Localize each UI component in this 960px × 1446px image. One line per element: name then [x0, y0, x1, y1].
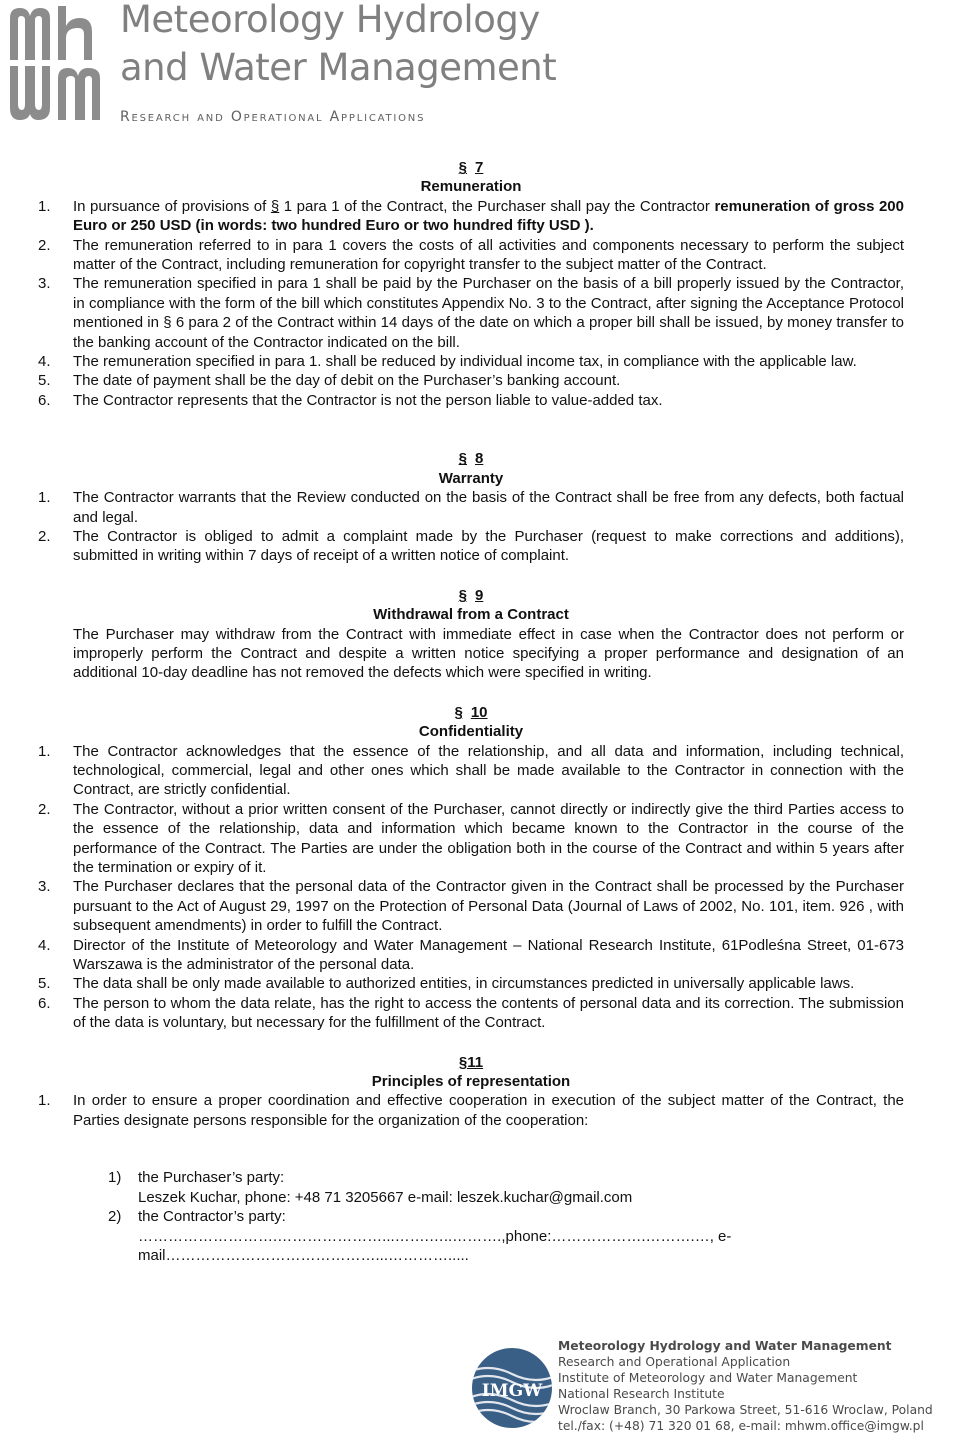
section-8-title: Warranty [438, 469, 504, 487]
section-10-title: Confidentiality [418, 723, 524, 741]
journal-logo-mark [8, 4, 106, 126]
section-11-heading: §11 Principles of representation [38, 1053, 904, 1092]
list-item: 5. The date of payment shall be the day of debit on the Purchaser’s banking account. [38, 372, 621, 390]
list-item: 2. The remuneration referred to in para 1 covers the costs of all activities and components necessary to perform the subject matter of the Contract, including remuneration for copyright transfer to the subject matter of the Contract. [38, 236, 904, 274]
list-item: 3. The remuneration specified in para 1 shall be paid by the Purchaser on the basis of a bill properly issued by the Contractor, in compliance with the form of the bill which constitutes Appendix No. 3 to the Contract, after signing the Acceptance Protocol mentioned in § 6 para 2 of the Contract within 14 days of the date on which a proper bill shall be issued, by money transfer to the banking account of the Contractor indicated on the bill. [38, 275, 904, 351]
list-item: 3. The Purchaser declares that the personal data of the Contractor given in the Contract shall be processed by the Purchaser pursuant to the Act of August 29, 1997 on the Protection of Personal Data (Journal of Laws of 2002, No. 101, item. 926 , with subsequent amendments) in order to fulfill the Contract. [38, 878, 904, 935]
footer-line: National Research Institute [558, 1387, 725, 1401]
imgw-seal-logo [468, 1344, 556, 1432]
section-7-list [38, 197, 904, 410]
list-item: 1. In order to ensure a proper coordination and effective cooperation in execution of the subject matter of the Contract, the Parties designate persons responsible for the organization of the cooperation: [38, 1092, 904, 1129]
contractor-party: 2) the Contractor’s party: [108, 1208, 286, 1226]
list-item: 6. The Contractor represents that the Contractor is not the person liable to value-added tax. [38, 391, 663, 409]
footer-line: Wroclaw Branch, 30 Parkowa Street, 51-616 Wroclaw, Poland [558, 1403, 933, 1417]
section-7-title: Remuneration [420, 178, 522, 196]
footer-line: Meteorology Hydrology and Water Management [558, 1339, 892, 1353]
section-10-heading: § 10 Confidentiality [38, 703, 904, 742]
list-item: 1. In pursuance of provisions of § 1 para 1 of the Contract, the Purchaser shall pay the Contractor remuneration of gross 200 Euro or 250 USD (in words: two hundred Euro or two hundred fifty USD ). [38, 197, 904, 235]
section-9-text: The Purchaser may withdraw from the Contract with immediate effect in case when the Contractor does not perform or improperly perform the Contract and despite a written notice specifying a proper performance and designation of an additional 10-day deadline has not removed the defects which were specified in writing. [73, 625, 904, 682]
footer-line: Research and Operational Application [558, 1355, 791, 1369]
list-item: 4. Director of the Institute of Meteorology and Water Management – National Research Institute, 61Podleśna Street, 01-673 Warszawa is the administrator of the personal data. [38, 936, 904, 974]
section-11-list [38, 1091, 904, 1130]
document-body [38, 158, 904, 1265]
contractor-contact: ……………………….…………………...…….…..……….,phone:……………….……….…, e-mail……………………………………...…………..... [138, 1227, 732, 1264]
list-item: 2. The Contractor, without a prior written consent of the Purchaser, cannot directly or indirectly give the third Parties access to the essence of the relationship, data and information which became known to the Contractor in the course of the performance of the Contract. The Parties are under the obligation both in the course of the Contract and within 5 years after the termination or expiry of it. [38, 800, 904, 876]
section-8-heading: § 8 Warranty [38, 449, 904, 488]
journal-subtitle: Research and Operational Applications [120, 109, 426, 125]
footer-line: Institute of Meteorology and Water Management [558, 1371, 858, 1385]
list-item: 1. The Contractor acknowledges that the essence of the relationship, and all data and information, including technical, technological, commercial, legal and other ones which shall be made available to the Contractor in connection with the Contract, are strictly confidential. [38, 742, 904, 799]
footer-address [558, 1338, 933, 1434]
section-10-list [38, 742, 904, 1033]
journal-title-line-2: and Water Management [120, 46, 557, 89]
journal-header [8, 0, 568, 130]
list-item: 5. The data shall be only made available to authorized entities, in circumstances predicted in universally applicable laws. [38, 975, 855, 993]
representatives-list [38, 1168, 904, 1265]
list-item: 4. The remuneration specified in para 1. shall be reduced by individual income tax, in compliance with the applicable law. [38, 353, 857, 371]
institute-footer [468, 1338, 938, 1438]
list-item: 1. The Contractor warrants that the Review conducted on the basis of the Contract shall be free from any defects, both factual and legal. [38, 489, 904, 526]
list-item: 6. The person to whom the data relate, has the right to access the contents of personal data and its correction. The submission of the data is voluntary, but necessary for the fulfillment of the Contract. [38, 994, 904, 1032]
footer-line: tel./fax: (+48) 71 320 01 68, e-mail: mhwm.office@imgw.pl [558, 1419, 924, 1433]
purchaser-party: 1) the Purchaser’s party: [108, 1169, 285, 1187]
list-item: 2. The Contractor is obliged to admit a complaint made by the Purchaser (request to make corrections and additions), submitted in writing within 7 days of receipt of a written notice of complaint. [38, 527, 904, 565]
section-8-list [38, 488, 904, 566]
section-7-heading: § 7 Remuneration [38, 158, 904, 197]
purchaser-contact: Leszek Kuchar, phone: +48 71 3205667 e-mail: leszek.kuchar@gmail.com [138, 1188, 633, 1206]
section-9-heading: § 9 Withdrawal from a Contract [38, 586, 904, 625]
journal-title-line-1: Meteorology Hydrology [120, 0, 540, 41]
section-9-title: Withdrawal from a Contract [373, 606, 569, 624]
section-11-title: Principles of representation [371, 1073, 571, 1091]
seal-text: IMGW [481, 1381, 543, 1401]
